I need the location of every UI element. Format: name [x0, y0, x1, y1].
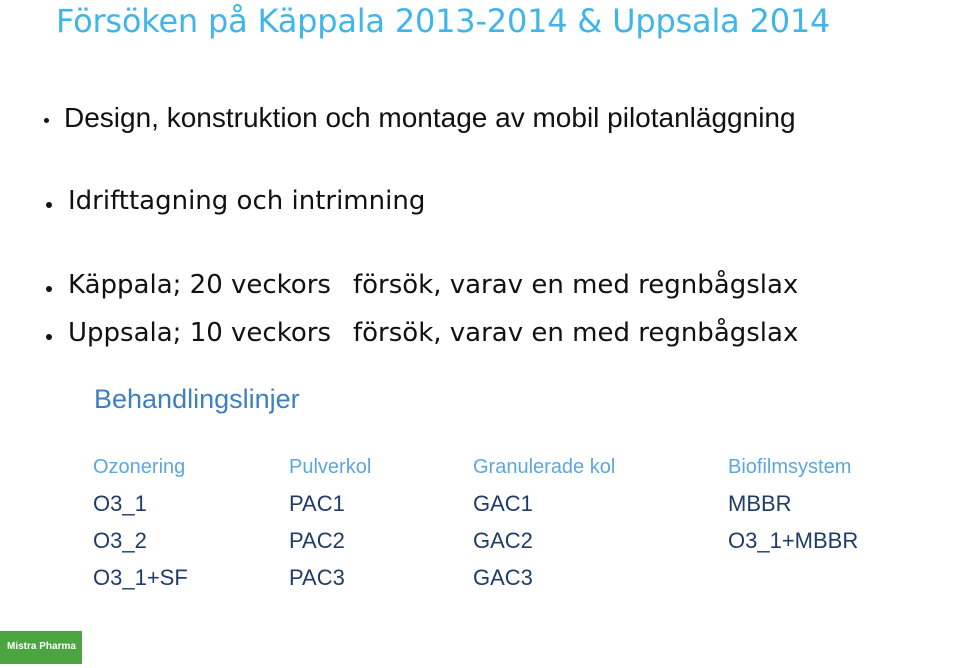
column-item: O3_2: [93, 528, 147, 553]
column-header: Granulerade kol: [473, 456, 616, 478]
bullet-dot-icon: [44, 118, 49, 123]
column-item: GAC3: [473, 565, 533, 590]
column-item: GAC1: [473, 491, 533, 516]
column-item: MBBR: [728, 491, 792, 516]
column-item: PAC2: [289, 528, 345, 553]
treatment-lines-title: Behandlingslinjer: [94, 384, 300, 414]
column-item: GAC2: [473, 528, 533, 553]
bullet-text: Design, konstruktion och montage av mobil pilotanläggning: [64, 102, 796, 133]
bullet-text-part-a: Käppala; 20 veckors: [68, 270, 331, 300]
bullet-text-part-b: försök, varav en med regnbågslax: [352, 270, 799, 300]
column-ozonering: [93, 453, 188, 601]
bullet-dot-icon: [46, 286, 52, 292]
column-item: PAC1: [289, 491, 345, 516]
column-header: Biofilmsystem: [728, 456, 852, 478]
bullet-text: Idrifttagning och intrimning: [68, 186, 426, 216]
slide-title: Försöken på Käppala 2013-2014 & Uppsala 2014: [56, 2, 831, 40]
column-item: O3_1: [93, 491, 147, 516]
bullet-item-uppsala: [68, 318, 798, 348]
column-granulerade-kol: [473, 453, 615, 601]
column-header: Ozonering: [93, 456, 186, 478]
logo-text: Mistra Pharma: [7, 641, 76, 652]
bullet-text-part-b: försök, varav en med regnbågslax: [353, 318, 799, 348]
bullet-dot-icon: [46, 334, 52, 340]
column-header: Pulverkol: [289, 456, 372, 478]
column-pulverkol: [289, 453, 371, 601]
mistra-pharma-logo: [0, 631, 82, 664]
bullet-item-design: [64, 102, 796, 134]
bullet-item-kappala: [68, 270, 798, 300]
bullet-text-part-a: Uppsala; 10 veckors: [68, 318, 331, 348]
bullet-item-idrifttagning: [68, 186, 425, 216]
column-item: O3_1+MBBR: [728, 528, 859, 553]
column-item: O3_1+SF: [93, 565, 188, 590]
column-biofilmsystem: [728, 453, 858, 564]
bullet-dot-icon: [46, 202, 52, 208]
column-item: PAC3: [289, 565, 345, 590]
